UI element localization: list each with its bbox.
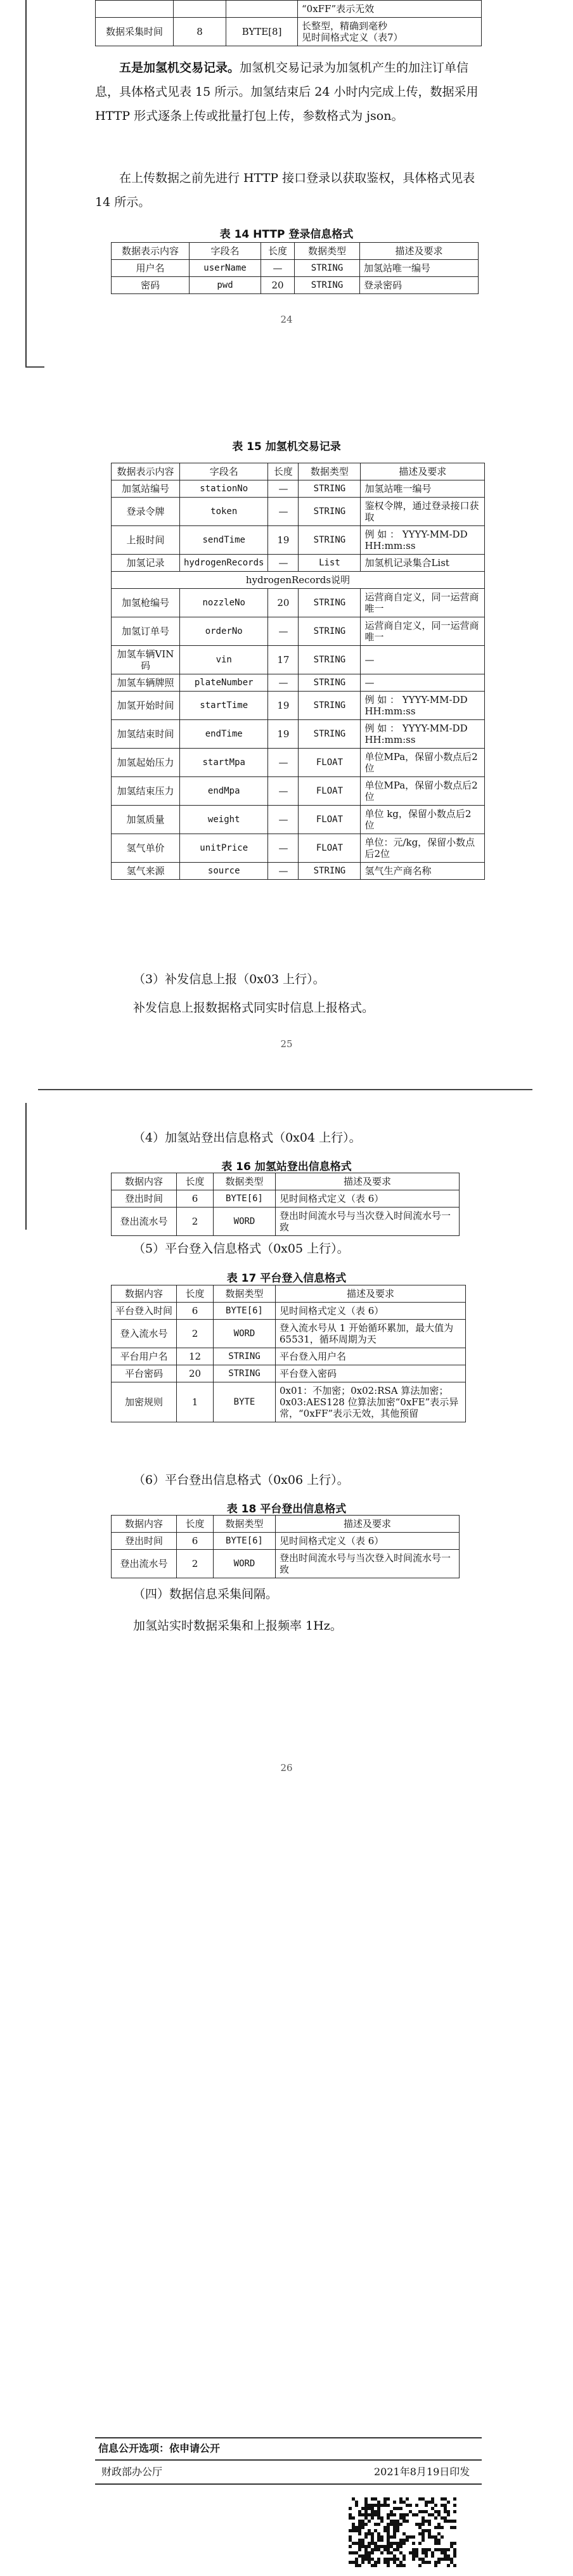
table17-caption: 表 17 平台登入信息格式 (226, 1272, 347, 1285)
table-row: 加氢车辆VIN码 vin 17 STRING — (112, 646, 485, 674)
table-row: 加氢枪编号 nozzleNo 20 STRING 运营商自定义，同一运营商唯一 (112, 589, 485, 617)
table-row: 数据采集时间 8 BYTE[8] 长整型，精确到毫秒 见时间格式定义（表7） (96, 18, 482, 46)
page-separator (38, 1089, 532, 1090)
table-row: 加氢记录 hydrogenRecords — List 加氢机记录集合List (112, 555, 485, 572)
page-24 (0, 0, 573, 368)
table-header-row: 数据内容 长度 数据类型 描述及要求 (112, 1516, 460, 1533)
page-number: 25 (280, 1038, 293, 1050)
issuing-office: 财政部办公厅 (101, 2466, 163, 2478)
page-26 (0, 1103, 573, 1819)
table-row: “0xFF”表示无效 (96, 1, 482, 18)
footer-bottom-rule (95, 2483, 482, 2485)
barcode-seal (349, 2497, 456, 2567)
table-row: 加氢质量 weight — FLOAT 单位 kg，保留小数点后2位 (112, 806, 485, 834)
section-platform-login: （5）平台登入信息格式（0x05 上行）。 (133, 1242, 349, 1256)
section-platform-logout: （6）平台登出信息格式（0x06 上行）。 (133, 1473, 349, 1487)
section-resend-info: （3）补发信息上报（0x03 上行）。 (133, 972, 325, 986)
table15-body-a (112, 480, 485, 572)
table16 (111, 1173, 460, 1236)
table-header-row: 数据表示内容 字段名 长度 数据类型 描述及要求 (112, 243, 479, 260)
table-row: 用户名 userName — STRING 加氢站唯一编号 (112, 260, 479, 277)
table-row: 登出时间 6 BYTE[6] 见时间格式定义（表 6） (112, 1190, 460, 1208)
table-row: 登录令牌 token — STRING 鉴权令牌，通过登录接口获取 (112, 498, 485, 526)
section-collection-interval: （四）数据信息采集间隔。 (133, 1587, 278, 1601)
page-break-mark (25, 366, 44, 368)
top-table (95, 0, 482, 46)
table-row: 加氢结束时间 endTime 19 STRING 例 如 ： YYYY-MM-DD HH:mm:ss (112, 720, 485, 749)
table-span-row: hydrogenRecords说明 (112, 572, 485, 589)
page-number: 24 (280, 314, 293, 325)
table-header-row: 数据内容 长度 数据类型 描述及要求 (112, 1285, 466, 1303)
table14-caption: 表 14 HTTP 登录信息格式 (219, 228, 354, 241)
table-row: 平台登入时间 6 BYTE[6] 见时间格式定义（表 6） (112, 1303, 466, 1320)
table15-caption: 表 15 加氢机交易记录 (232, 441, 341, 453)
footer-mid-rule (95, 2459, 482, 2461)
table15 (111, 463, 485, 880)
table17 (111, 1285, 466, 1422)
table-row: 平台密码 20 STRING 平台登入密码 (112, 1365, 466, 1382)
collection-interval-desc: 加氢站实时数据采集和上报频率 1Hz。 (133, 1619, 342, 1633)
paragraph-http-login: 在上传数据之前先进行 HTTP 接口登录以获取鉴权，具体格式见表 14 所示。 (95, 171, 475, 209)
table-row: 登出流水号 2 WORD 登出时间流水号与当次登入时间流水号一致 (112, 1208, 460, 1236)
table16-body (112, 1190, 460, 1236)
table-header-row: 数据表示内容 字段名 长度 数据类型 描述及要求 (112, 463, 485, 480)
table-row: 平台用户名 12 STRING 平台登入用户名 (112, 1348, 466, 1365)
table-row: 加密规则 1 BYTE 0x01：不加密；0x02:RSA 算法加密；0x03:AES128 位算法加密“0xFE”表示异常，“0xFF”表示无效，其他预留 (112, 1382, 466, 1422)
table-row: 登出流水号 2 WORD 登出时间流水号与当次登入时间流水号一致 (112, 1550, 460, 1578)
table-row: 加氢起始压力 startMpa — FLOAT 单位MPa，保留小数点后2位 (112, 749, 485, 777)
resend-info-desc: 补发信息上报数据格式同实时信息上报格式。 (133, 1001, 375, 1015)
footer-top-rule (95, 2437, 482, 2438)
table18-body (112, 1533, 460, 1578)
table-row: 加氢开始时间 startTime 19 STRING 例 如 ： YYYY-MM-DD HH:mm:ss (112, 692, 485, 720)
table-row: 密码 pwd 20 STRING 登录密码 (112, 277, 479, 294)
table-row: 氢气单价 unitPrice — FLOAT 单位：元/kg，保留小数点后2位 (112, 834, 485, 863)
table16-caption: 表 16 加氢站登出信息格式 (221, 1161, 352, 1173)
table-row: 登入流水号 2 WORD 登入流水号从 1 开始循环累加，最大值为 65531，循环周期为天 (112, 1320, 466, 1348)
table-row: 加氢订单号 orderNo — STRING 运营商自定义，同一运营商唯一 (112, 617, 485, 646)
paragraph-hydrogen-records: 五是加氢机交易记录。加氢机交易记录为加氢机产生的加注订单信息，具体格式见表 15 所示。加氢结束后 24 小时内完成上传，数据采用 HTTP 形式逐条上传或批量打包上传，参数格式为 json。 (95, 61, 479, 123)
table15-body-b (112, 589, 485, 880)
section-station-logout: （4）加氢站登出信息格式（0x04 上行）。 (133, 1131, 361, 1145)
table18 (111, 1515, 460, 1578)
page-edge (25, 0, 27, 368)
table-row: 氢气来源 source — STRING 氢气生产商名称 (112, 863, 485, 880)
page-number: 26 (280, 1762, 293, 1774)
table-header-row: 数据内容 长度 数据类型 描述及要求 (112, 1173, 460, 1190)
table17-body (112, 1303, 466, 1422)
table14 (111, 242, 479, 294)
table-row: 加氢结束压力 endMpa — FLOAT 单位MPa，保留小数点后2位 (112, 777, 485, 806)
disclosure-option: 信息公开选项：依申请公开 (98, 2442, 221, 2454)
table-row: 上报时间 sendTime 19 STRING 例 如 ： YYYY-MM-DD HH:mm:ss (112, 526, 485, 555)
issue-date: 2021年8月19日印发 (374, 2466, 470, 2478)
table-row: 登出时间 6 BYTE[6] 见时间格式定义（表 6） (112, 1533, 460, 1550)
page-25 (0, 412, 573, 1097)
table-row: 加氢车辆牌照 plateNumber — STRING — (112, 674, 485, 692)
table-row: 加氢站编号 stationNo — STRING 加氢站唯一编号 (112, 480, 485, 498)
table18-caption: 表 18 平台登出信息格式 (226, 1503, 347, 1516)
